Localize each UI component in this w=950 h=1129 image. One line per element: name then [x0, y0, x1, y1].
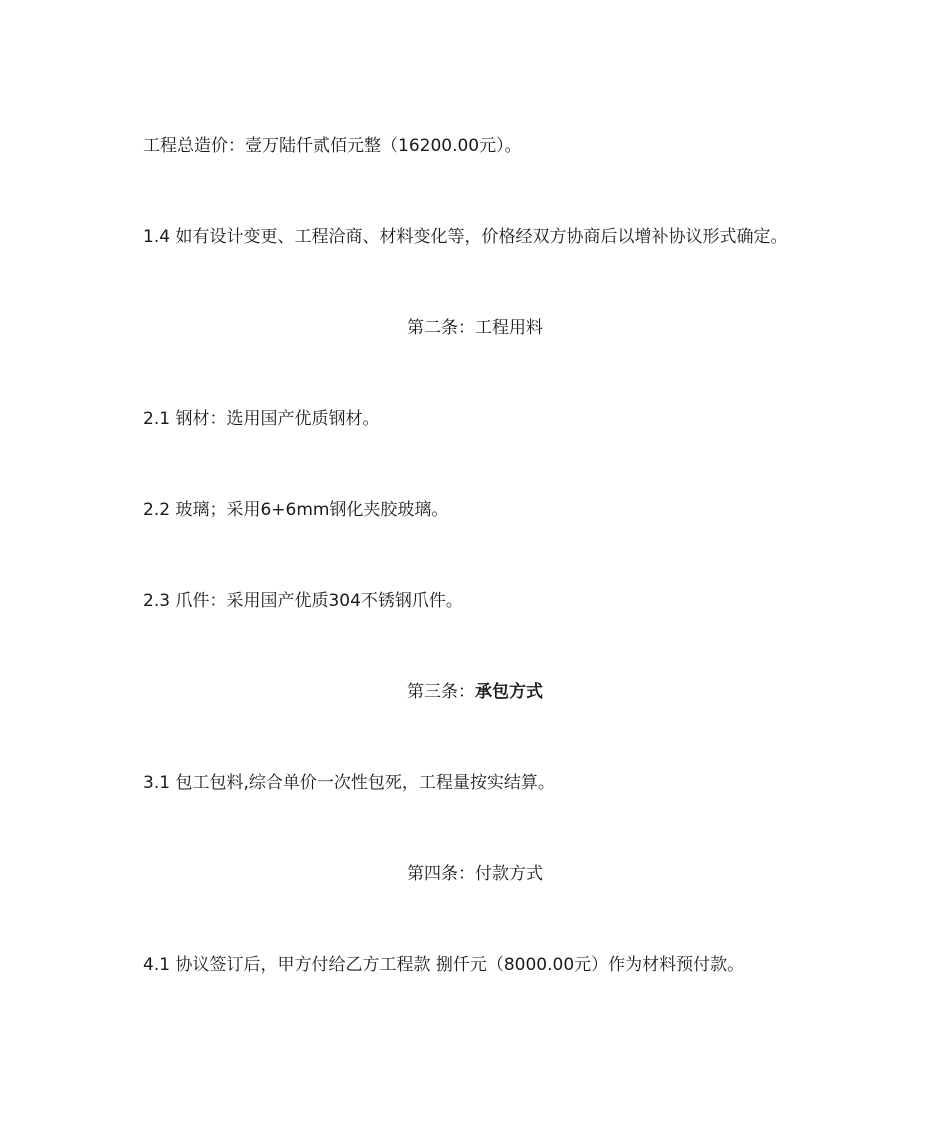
clause-3-1: 3.1 包工包料,综合单价一次性包死，工程量按实结算。: [143, 773, 555, 793]
clause-1-4: 1.4 如有设计变更、工程洽商、材料变化等，价格经双方协商后以增补协议形式确定。: [143, 227, 788, 247]
clause-2-1: 2.1 钢材：选用国产优质钢材。: [143, 409, 380, 429]
clause-4-1: 4.1 协议签订后，甲方付给乙方工程款 捌仟元（8000.00元）作为材料预付款。: [143, 955, 745, 975]
article-3-heading: [0, 680, 950, 704]
total-cost-line: 工程总造价：壹万陆仟贰佰元整（16200.00元）。: [143, 136, 522, 156]
article-4-heading: 第四条：付款方式: [407, 864, 543, 884]
article-3-heading-prefix: 第三条：: [407, 682, 475, 702]
clause-2-3: 2.3 爪件：采用国产优质304不锈钢爪件。: [143, 591, 463, 611]
clause-2-2: 2.2 玻璃；采用6+6mm钢化夹胶玻璃。: [143, 500, 449, 520]
article-2-heading: 第二条：工程用料: [407, 318, 543, 338]
article-3-heading-title: 承包方式: [475, 682, 543, 702]
